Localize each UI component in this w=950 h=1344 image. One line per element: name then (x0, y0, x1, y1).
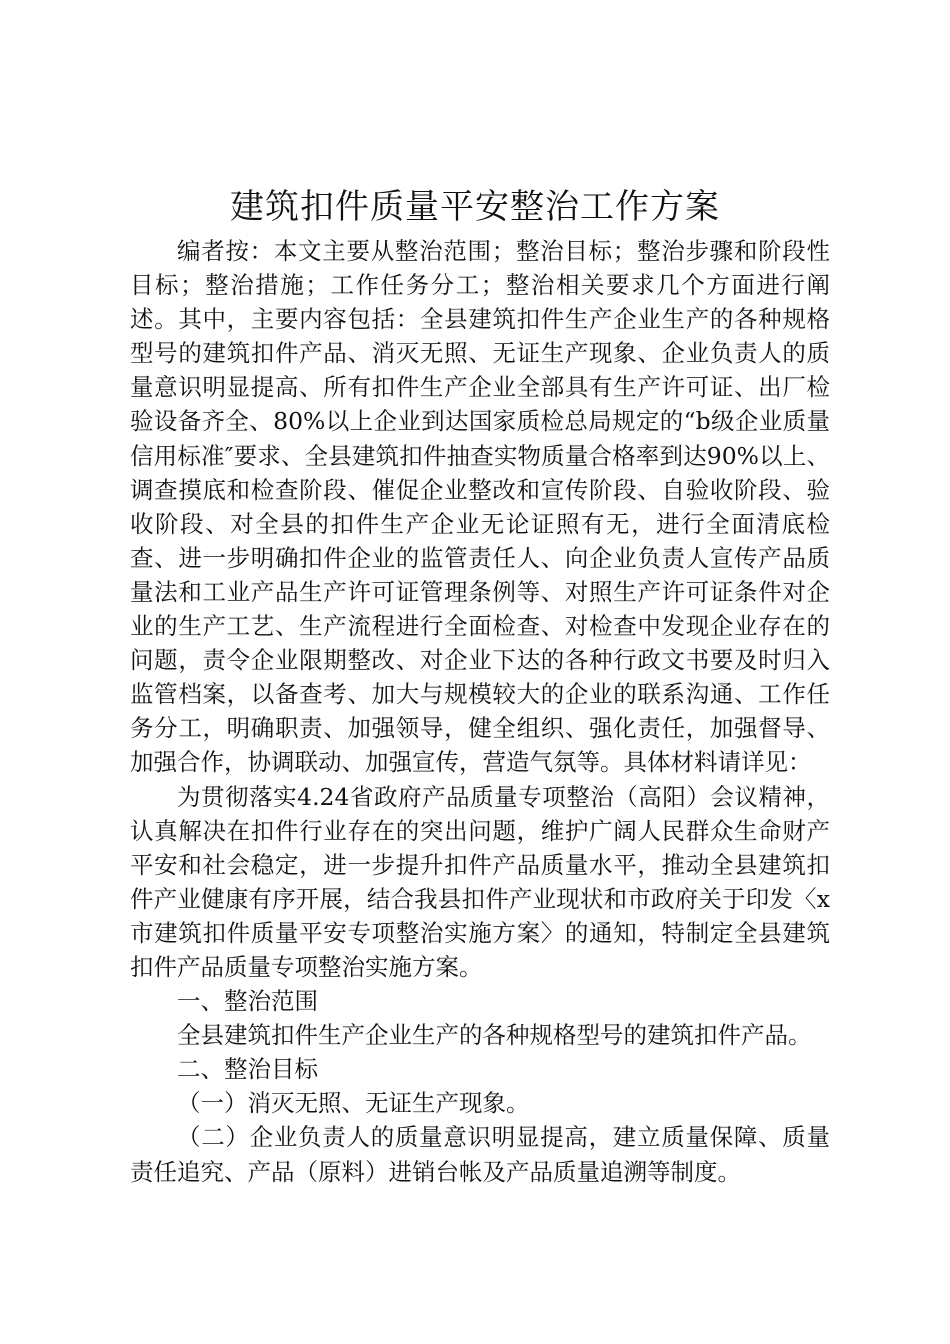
intro-paragraph: 为贯彻落实4.24省政府产品质量专项整治（高阳）会议精神，认真解决在扣件行业存在的突出问题，维护广阔人民群众生命财产平安和社会稳定，进一步提升扣件产品质量水平，推动全县建筑扣件产业健康有序开展，结合我县扣件产业现状和市政府关于印发〈x市建筑扣件质量平安专项整治实施方案〉的通知，特制定全县建筑扣件产品质量专项整治实施方案。 (130, 782, 830, 981)
section-heading-scope: 一、整治范围 (177, 987, 318, 1016)
goal-item-1: （一）消灭无照、无证生产现象。 (177, 1089, 530, 1118)
scope-paragraph: 全县建筑扣件生产企业生产的各种规格型号的建筑扣件产品。 (177, 1021, 812, 1050)
section-heading-goals: 二、整治目标 (177, 1055, 318, 1084)
document-title: 建筑扣件质量平安整治工作方案 (230, 187, 720, 227)
document-body (130, 234, 830, 1189)
editor-note-paragraph: 编者按：本文主要从整治范围；整治目标；整治步骤和阶段性目标；整治措施；工作任务分工；整治相关要求几个方面进行阐述。其中，主要内容包括：全县建筑扣件生产企业生产的各种规格型号的建筑扣件产品、消灭无照、无证生产现象、企业负责人的质量意识明显提高、所有扣件生产企业全部具有生产许可证、出厂检验设备齐全、80%以上企业到达国家质检总局规定的“b级企业质量信用标准″要求、全县建筑扣件抽查实物质量合格率到达90%以上、调查摸底和检查阶段、催促企业整改和宣传阶段、自验收阶段、验收阶段、对全县的扣件生产企业无论证照有无，进行全面清底检查、进一步明确扣件企业的监管责任人、向企业负责人宣传产品质量法和工业产品生产许可证管理条例等、对照生产许可证条件对企业的生产工艺、生产流程进行全面检查、对检查中发现企业存在的问题，责令企业限期整改、对企业下达的各种行政文书要及时归入监管档案，以备查考、加大与规模较大的企业的联系沟通、工作任务分工，明确职责、加强领导，健全组织、强化责任，加强督导、加强合作，协调联动、加强宣传，营造气氛等。具体材料请详见： (130, 237, 830, 777)
goal-item-2: （二）企业负责人的质量意识明显提高，建立质量保障、质量责任追究、产品（原料）进销台帐及产品质量追溯等制度。 (130, 1123, 830, 1186)
